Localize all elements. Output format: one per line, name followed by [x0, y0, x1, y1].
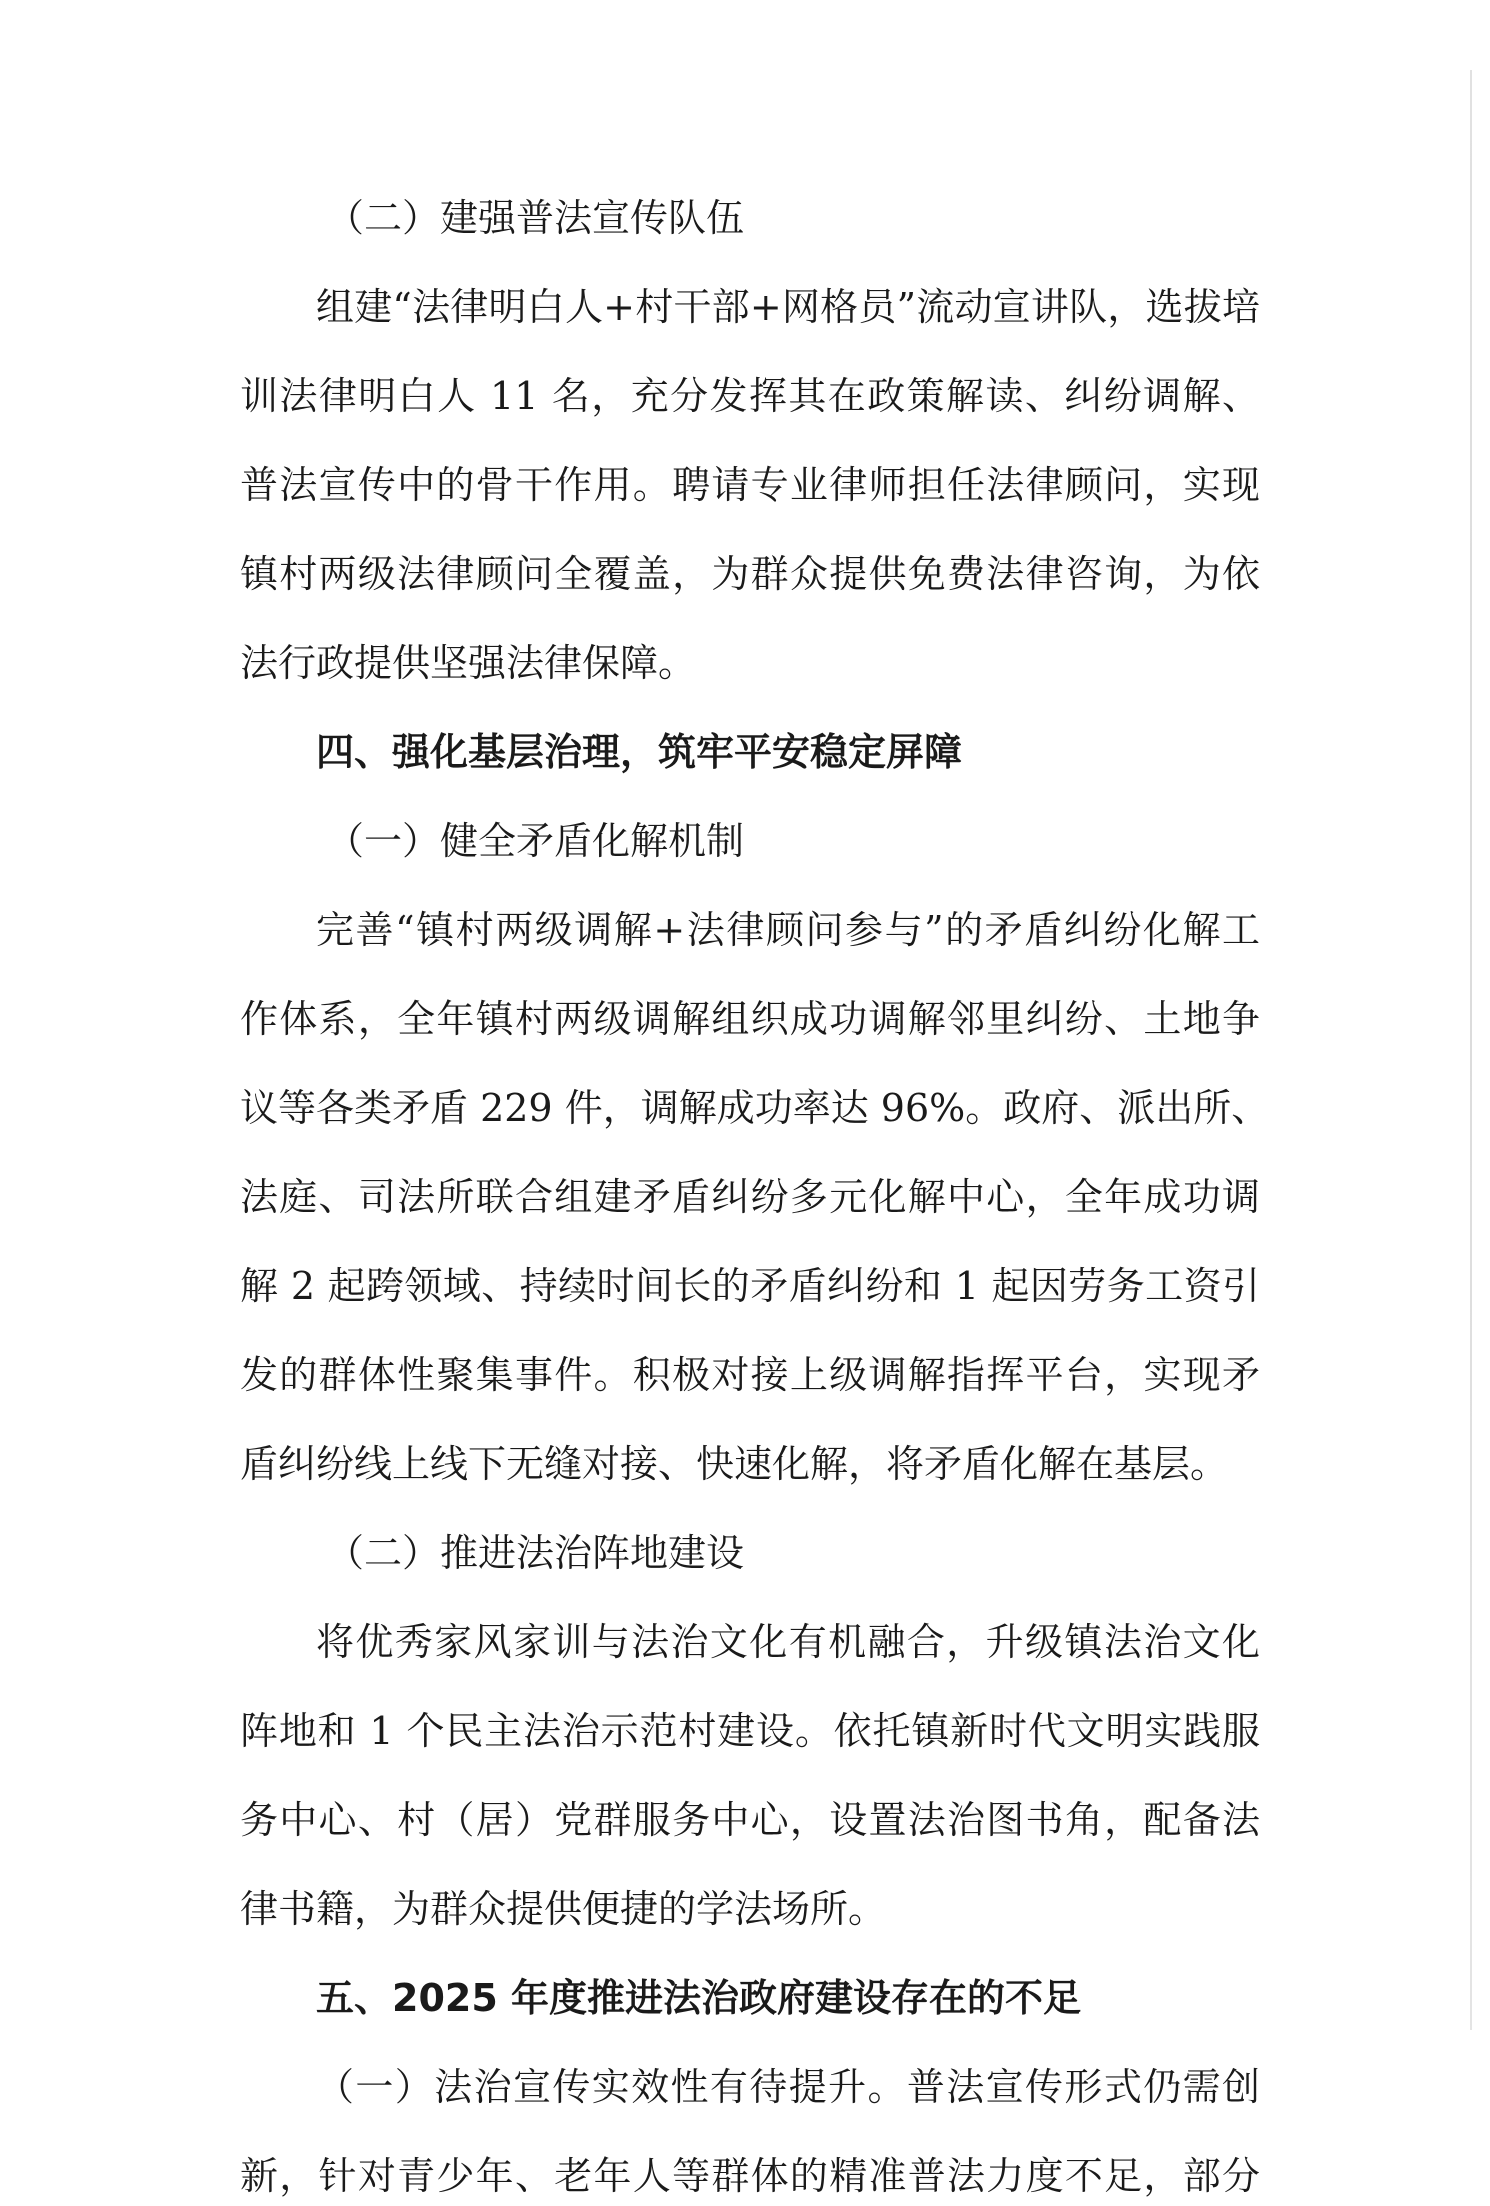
paragraph-line: 律书籍，为群众提供便捷的学法场所。: [240, 1887, 887, 1931]
paragraph-line: （一）法治宣传实效性有待提升。普法宣传形式仍需创: [316, 2065, 1260, 2109]
paragraph-line: 作体系，全年镇村两级调解组织成功调解邻里纠纷、土地争: [240, 997, 1260, 1041]
subheading-rule-of-law-base: （二）推进法治阵地建设: [326, 1531, 745, 1575]
paragraph-line: 完善“镇村两级调解+法律顾问参与”的矛盾纠纷化解工: [316, 908, 1260, 952]
scan-edge-shadow: [1470, 70, 1472, 2030]
subheading-conflict-resolution: （一）健全矛盾化解机制: [326, 819, 745, 863]
paragraph-line: 普法宣传中的骨干作用。聘请专业律师担任法律顾问，实现: [240, 463, 1260, 507]
paragraph-line: 阵地和 1 个民主法治示范村建设。依托镇新时代文明实践服: [240, 1709, 1260, 1753]
heading-section-five: 五、2025 年度推进法治政府建设存在的不足: [316, 1976, 1081, 2020]
paragraph-line: 务中心、村（居）党群服务中心，设置法治图书角，配备法: [240, 1798, 1260, 1842]
paragraph-line: 解 2 起跨领域、持续时间长的矛盾纠纷和 1 起因劳务工资引: [240, 1264, 1260, 1308]
paragraph-line: 议等各类矛盾 229 件，调解成功率达 96%。政府、派出所、: [240, 1086, 1270, 1130]
paragraph-line: 法行政提供坚强法律保障。: [240, 641, 697, 685]
paragraph-line: 法庭、司法所联合组建矛盾纠纷多元化解中心，全年成功调: [240, 1175, 1260, 1219]
paragraph-line: 新，针对青少年、老年人等群体的精准普法力度不足，部分: [240, 2154, 1260, 2198]
paragraph-line: 训法律明白人 11 名，充分发挥其在政策解读、纠纷调解、: [240, 374, 1260, 418]
paragraph-line: 将优秀家风家训与法治文化有机融合，升级镇法治文化: [316, 1620, 1260, 1664]
heading-section-four: 四、强化基层治理，筑牢平安稳定屏障: [316, 730, 963, 774]
paragraph-line: 发的群体性聚集事件。积极对接上级调解指挥平台，实现矛: [240, 1353, 1260, 1397]
paragraph-line: 镇村两级法律顾问全覆盖，为群众提供免费法律咨询，为依: [240, 552, 1260, 596]
paragraph-line: 盾纠纷线上线下无缝对接、快速化解，将矛盾化解在基层。: [240, 1442, 1229, 1486]
paragraph-line: 组建“法律明白人+村干部+网格员”流动宣讲队，选拔培: [316, 285, 1260, 329]
subheading-build-team: （二）建强普法宣传队伍: [326, 196, 745, 240]
